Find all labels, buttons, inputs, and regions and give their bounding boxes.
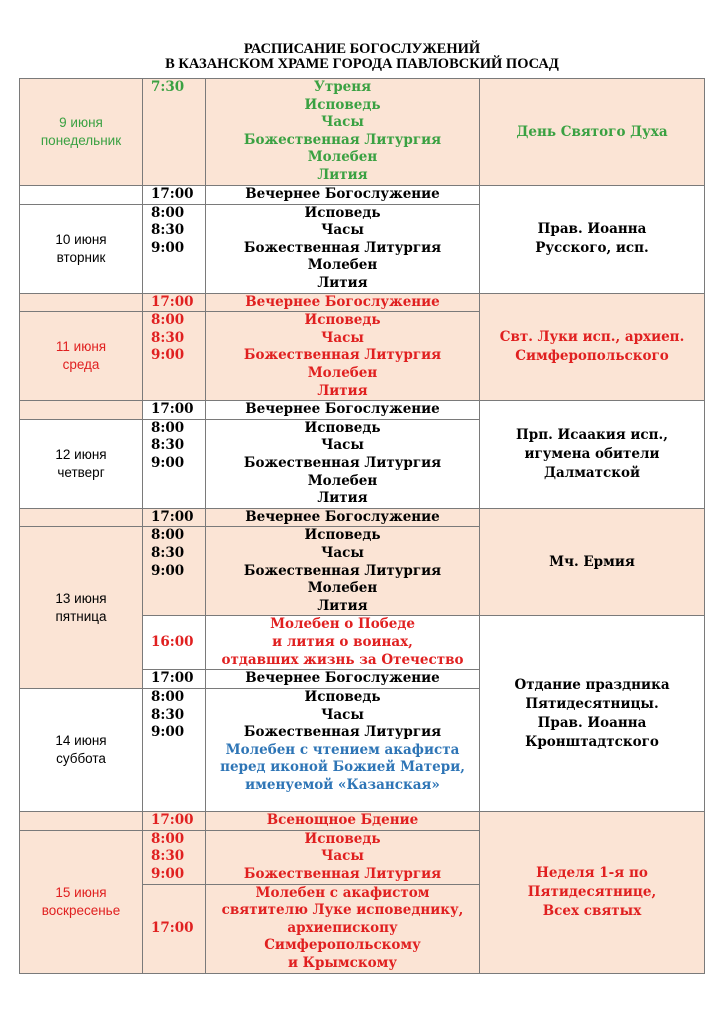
service-line: Часы [321, 222, 364, 239]
service-cell [206, 527, 480, 616]
time-cell: 17:00 [143, 401, 206, 420]
service-line: Исповедь [304, 830, 381, 847]
empty-cell [20, 293, 143, 312]
service-line: Исповедь [304, 688, 381, 705]
feast-cell [480, 293, 705, 401]
day-cell [20, 204, 143, 293]
service-line: Молебен [307, 580, 378, 597]
service-line: Лития [317, 166, 368, 183]
akathist-line: именуемой «Казанская» [245, 776, 440, 793]
table-row [20, 811, 705, 830]
feast-line: Неделя 1-я по [536, 864, 648, 881]
time-cell [143, 312, 206, 401]
time-value: 8:00 [151, 312, 185, 329]
service-line: Молебен [307, 149, 378, 166]
service-line: Божественная Литургия [243, 724, 442, 741]
page-title [0, 42, 724, 72]
feast-line: Кронштадтского [525, 733, 659, 750]
time-cell [143, 419, 206, 508]
service-cell: Вечернее Богослужение [206, 293, 480, 312]
day-cell [20, 830, 143, 973]
service-line: Лития [317, 597, 368, 614]
time-value: 9:00 [151, 724, 185, 741]
service-line: Божественная Литургия [243, 347, 442, 364]
feast-line: Прав. Иоанна [537, 714, 647, 731]
feast-cell [480, 508, 705, 616]
feast-cell [480, 401, 705, 509]
service-line: Исповедь [304, 419, 381, 436]
service-line: Лития [317, 382, 368, 399]
time-value: 8:30 [151, 437, 185, 454]
day-date: 13 июня [55, 590, 107, 606]
time-value: 8:00 [151, 419, 185, 436]
service-line: Часы [321, 329, 364, 346]
service-line: Божественная Литургия [243, 562, 442, 579]
akathist-line: перед иконой Божией Матери, [220, 759, 465, 776]
time-value: 9:00 [151, 454, 185, 471]
day-cell [20, 419, 143, 508]
title-line-1: РАСПИСАНИЕ БОГОСЛУЖЕНИЙ [243, 41, 481, 57]
service-line: святителю Луке исповеднику, [221, 902, 464, 919]
feast-line: Прав. Иоанна [537, 221, 647, 238]
time-cell [143, 688, 206, 811]
time-value: 8:30 [151, 848, 185, 865]
time-value: 7:30 [151, 79, 185, 95]
service-line: Молебен с акафистом [255, 884, 430, 901]
time-value: 8:30 [151, 544, 185, 561]
time-cell: 17:00 [143, 293, 206, 312]
schedule-table [19, 78, 705, 974]
day-date: 10 июня [55, 231, 107, 247]
table-row [20, 508, 705, 527]
day-cell [20, 527, 143, 689]
time-cell [143, 830, 206, 884]
time-value: 8:00 [151, 830, 185, 847]
service-cell: Вечернее Богослужение [206, 508, 480, 527]
day-weekday: четверг [57, 464, 105, 480]
service-line: Исповедь [304, 96, 381, 113]
service-line: Божественная Литургия [243, 865, 442, 882]
feast-line: игумена обители [524, 445, 660, 462]
time-cell: 17:00 [143, 508, 206, 527]
time-cell [143, 79, 206, 186]
service-cell [206, 79, 480, 186]
service-cell [206, 830, 480, 884]
service-line: Часы [321, 437, 364, 454]
time-cell: 17:00 [143, 884, 206, 973]
service-line: Лития [317, 274, 368, 291]
feast-line: Симферопольского [515, 347, 669, 364]
day-weekday: среда [62, 357, 100, 373]
service-line: Божественная Литургия [243, 239, 442, 256]
service-cell [206, 688, 480, 811]
service-cell: Вечернее Богослужение [206, 186, 480, 205]
service-line: Часы [321, 114, 364, 131]
service-line: и Крымскому [287, 954, 398, 971]
table-row [20, 79, 705, 186]
service-line: Молебен [307, 472, 378, 489]
service-line: Исповедь [304, 312, 381, 329]
service-cell: Всенощное Бдение [206, 811, 480, 830]
time-cell: 16:00 [143, 616, 206, 670]
service-line: Молебен [307, 257, 378, 274]
time-cell: 17:00 [143, 670, 206, 689]
day-date: 15 июня [55, 884, 107, 900]
day-weekday: понедельник [40, 133, 122, 148]
feast-cell [480, 616, 705, 812]
time-cell [143, 527, 206, 616]
service-line: Божественная Литургия [243, 131, 442, 148]
feast-line: Пятидесятнице, [527, 883, 657, 900]
service-cell: Вечернее Богослужение [206, 401, 480, 420]
time-value: 8:30 [151, 329, 185, 346]
service-line: Утреня [313, 79, 372, 95]
service-line: архиепископу [287, 919, 398, 936]
service-cell [206, 312, 480, 401]
time-value: 8:30 [151, 706, 185, 723]
service-line: Молебен о Победе [270, 616, 415, 633]
feast-line: Далматской [543, 464, 641, 481]
service-line: Исповедь [304, 204, 381, 221]
feast-cell [480, 186, 705, 294]
day-date: 12 июня [55, 446, 107, 462]
feast-cell [480, 79, 705, 186]
time-value: 9:00 [151, 562, 185, 579]
service-line: и лития о воинах, [272, 633, 413, 650]
time-value: 8:00 [151, 688, 185, 705]
day-date: 11 июня [55, 339, 107, 355]
day-cell [20, 79, 143, 186]
service-cell: Вечернее Богослужение [206, 670, 480, 689]
service-line: Лития [317, 490, 368, 507]
service-line: Симферопольскому [264, 937, 421, 954]
service-cell [206, 204, 480, 293]
service-line: Божественная Литургия [243, 454, 442, 471]
service-line: Часы [321, 706, 364, 723]
day-weekday: вторник [56, 249, 106, 265]
time-cell: 17:00 [143, 811, 206, 830]
service-line: Часы [321, 544, 364, 561]
service-cell [206, 884, 480, 973]
time-cell: 17:00 [143, 186, 206, 205]
feast-line: Отдание праздника [514, 676, 670, 693]
day-cell [20, 688, 143, 811]
time-value: 9:00 [151, 239, 185, 256]
feast-line: Прп. Исаакия исп., [516, 426, 668, 443]
time-value: 8:30 [151, 222, 185, 239]
empty-cell [20, 811, 143, 830]
feast-line: Русского, исп. [535, 240, 649, 257]
empty-cell [20, 508, 143, 527]
table-row [20, 293, 705, 312]
akathist-line: Молебен с чтением акафиста [225, 741, 460, 758]
time-value: 9:00 [151, 865, 185, 882]
day-cell [20, 312, 143, 401]
feast-line: Мч. Ермия [549, 553, 635, 570]
feast-line: Пятидесятницы. [525, 695, 659, 712]
day-weekday: суббота [56, 750, 106, 766]
day-weekday: воскресенье [41, 902, 121, 918]
time-value: 8:00 [151, 204, 185, 221]
title-line-2: В КАЗАНСКОМ ХРАМЕ ГОРОДА ПАВЛОВСКИЙ ПОСАД [165, 56, 559, 72]
service-line: Часы [321, 848, 364, 865]
service-cell [206, 616, 480, 670]
feast-line: Всех святых [542, 902, 642, 919]
service-line: отдавших жизнь за Отечество [221, 651, 464, 668]
empty-cell [20, 186, 143, 205]
service-cell [206, 419, 480, 508]
table-row [20, 186, 705, 205]
feast-cell [480, 811, 705, 973]
day-date: 14 июня [55, 732, 107, 748]
feast-line: День Святого Духа [516, 123, 668, 140]
service-line: Исповедь [304, 527, 381, 544]
time-cell [143, 204, 206, 293]
feast-line: Свт. Луки исп., архиеп. [499, 328, 685, 345]
day-date: 9 июня [59, 115, 103, 130]
day-weekday: пятница [55, 608, 107, 624]
time-value: 9:00 [151, 347, 185, 364]
time-value: 8:00 [151, 527, 185, 544]
table-row [20, 401, 705, 420]
empty-cell [20, 401, 143, 420]
service-line: Молебен [307, 364, 378, 381]
